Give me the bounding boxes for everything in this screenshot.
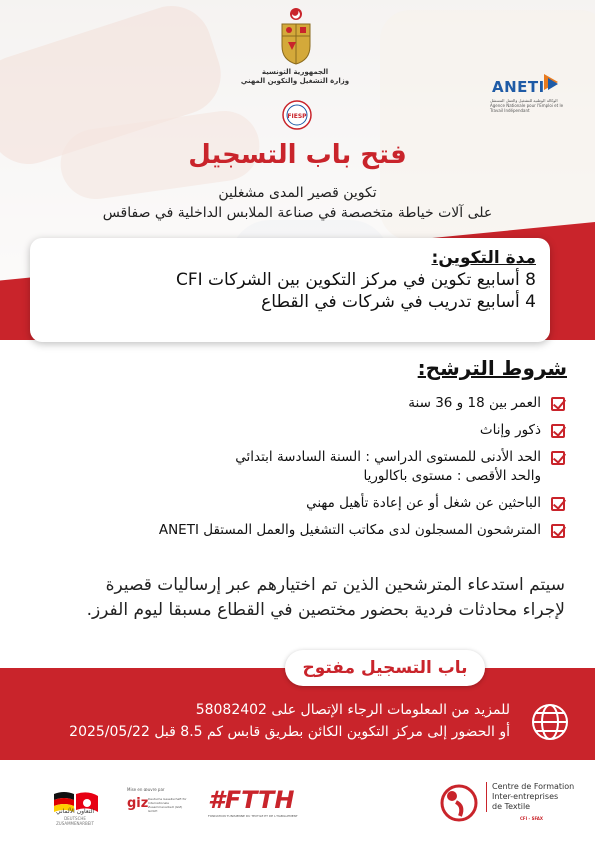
- page-title: فتح باب التسجيل: [188, 140, 407, 170]
- globe-icon: [530, 702, 570, 742]
- condition-text: المترشحون المسجلون لدى مكاتب التشغيل والعمل المستقل ANETI: [158, 522, 541, 538]
- conditions-list: [45, 394, 565, 548]
- aneti-name: ANETI: [492, 78, 545, 96]
- ftth-subtitle: FONDATION TUNISIENNE DU TEXTILE ET DE L'HABILLEMENT: [208, 814, 298, 818]
- condition-item: [45, 421, 565, 440]
- conditions-heading: شروط الترشح:: [417, 356, 567, 380]
- fiesp-name: FIESP: [287, 113, 307, 120]
- ftth-logo: #FTTH: [208, 786, 295, 814]
- condition-text-line2: والحد الأقصى : مستوى باكالوريا: [363, 468, 541, 484]
- cfi-line3: de Textile: [492, 802, 531, 811]
- contact-address-line: أو الحضور إلى مركز التكوين الكائن بطريق قابس كم 8.5 قبل 2025/05/22: [69, 724, 510, 740]
- fiesp-logo-icon: [282, 100, 312, 130]
- contact-phone-line: للمزيد من المعلومات الرجاء الإتصال على 58082402: [195, 702, 510, 718]
- checkbox-checked-icon: [551, 497, 565, 511]
- registration-open-badge: باب التسجيل مفتوح: [285, 650, 485, 686]
- condition-text: [235, 448, 541, 486]
- checkbox-checked-icon: [551, 451, 565, 465]
- cfi-line1: Centre de Formation: [492, 782, 575, 791]
- cfi-name: [486, 782, 576, 812]
- duration-line-1: 8 أسابيع تكوين في مركز التكوين بين الشركات CFI: [175, 270, 536, 290]
- cfi-line2: Inter-entreprises: [492, 792, 559, 801]
- flag-caption: التعاون الألماني: [55, 808, 95, 815]
- gov-line2: وزارة التشغيل والتكوين المهني: [240, 77, 350, 85]
- giz-subtitle: Deutsche Gesellschaft für Internationale Zusammenarbeit (GIZ) GmbH: [148, 797, 187, 813]
- condition-item: [45, 521, 565, 540]
- duration-heading: مدة التكوين:: [431, 248, 536, 268]
- aneti-subtitle: الوكالة الوطنية للتشغيل والعمل المستقل Agence Nationale pour l'Emploi et le Travail Indépendant: [490, 98, 564, 113]
- condition-item: [45, 394, 565, 413]
- duration-box: [30, 238, 550, 342]
- checkbox-checked-icon: [551, 424, 565, 438]
- cfi-logo-icon: [438, 782, 480, 824]
- condition-text: ذكور وإناث: [479, 422, 541, 438]
- condition-item: [45, 448, 565, 486]
- cfi-subtitle: CFI - SFAX: [520, 816, 543, 821]
- subtitle-line2: على آلات خياطة متخصصة في صناعة الملابس الداخلية في صفاقس: [102, 205, 493, 221]
- giz-logo: giz: [127, 796, 149, 811]
- checkbox-checked-icon: [551, 397, 565, 411]
- condition-text-line1: الحد الأدنى للمستوى الدراسي : السنة السادسة ابتدائي: [235, 449, 541, 465]
- condition-item: [45, 494, 565, 513]
- interview-line1: سيتم استدعاء المترشحين الذين تم اختيارهم عبر إرساليات قصيرة: [105, 575, 565, 595]
- duration-line-2: 4 أسابيع تدريب في شركات في القطاع: [261, 292, 536, 312]
- condition-text: العمر بين 18 و 36 سنة: [408, 395, 541, 411]
- giz-pretext: Mise en œuvre par: [127, 787, 165, 792]
- condition-text: الباحثين عن شغل أو عن إعادة تأهيل مهني: [306, 495, 541, 511]
- tunisia-coat-of-arms-icon: [278, 6, 314, 66]
- interview-line2: لإجراء محادثات فردية بحضور مختصين في القطاع مسبقا ليوم الفرز.: [86, 600, 565, 620]
- flag-caption-sub: DEUTSCHE ZUSAMMENARBEIT: [56, 816, 94, 826]
- gov-line1: الجمهورية التونسية: [261, 68, 329, 76]
- subtitle-line1: تكوين قصير المدى مشغلين: [218, 185, 377, 201]
- checkbox-checked-icon: [551, 524, 565, 538]
